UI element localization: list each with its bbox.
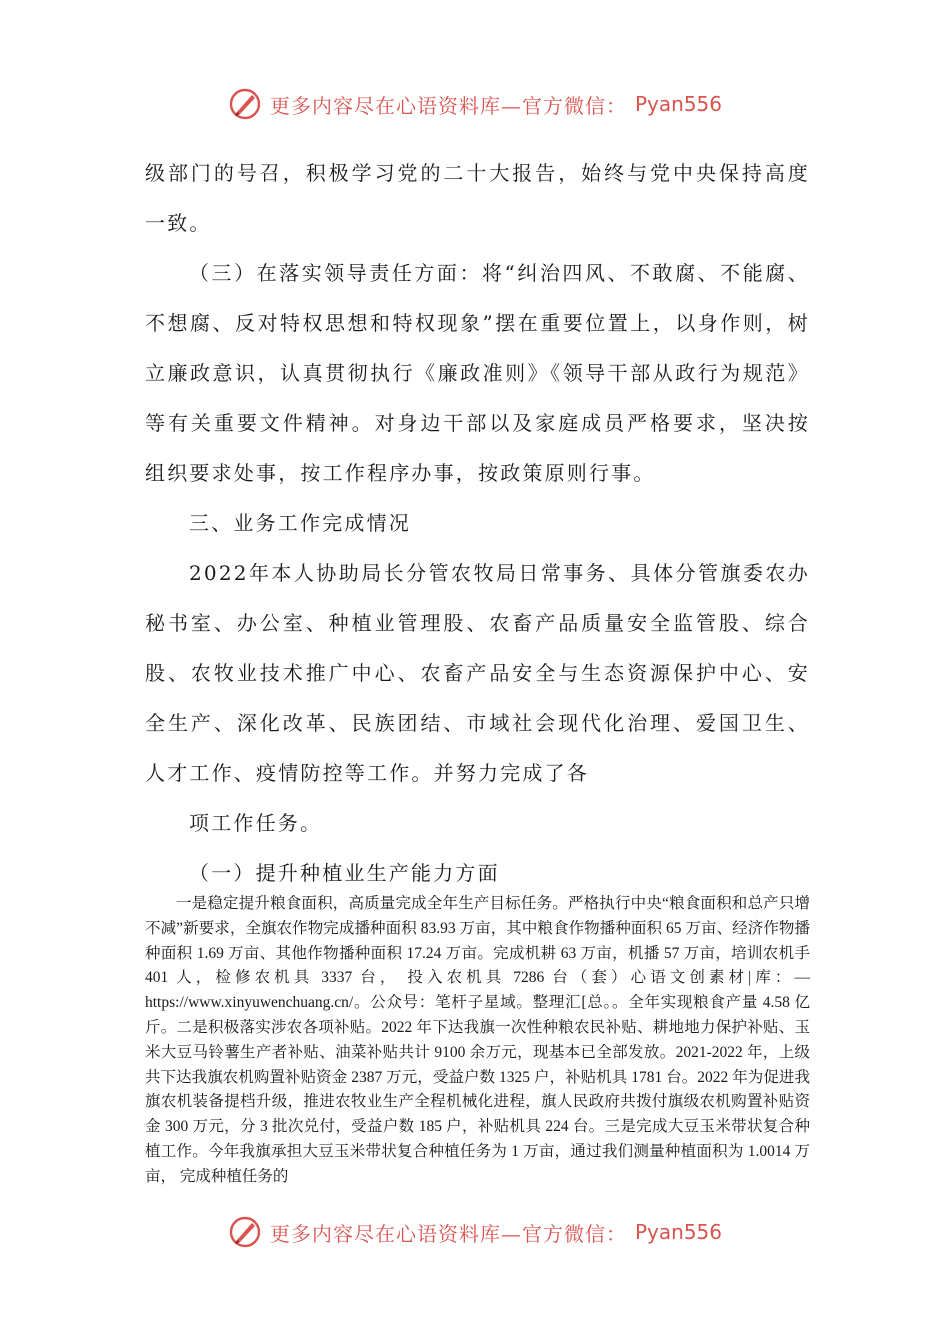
footer-watermark [0, 1212, 950, 1252]
watermark-wechat-id: Pyan556 [634, 92, 722, 116]
paragraph: 2022年本人协助局长分管农牧局日常事务、具体分管旗委农办秘书室、办公室、种植业管理股、农畜产品质量安全监管股、综合股、农牧业技术推广中心、农畜产品安全与生态资源保护中心、安全生产、深化改革、民族团结、市域社会现代化治理、爱国卫生、人才工作、疫情防控等工作。并努力完成了各 [145, 561, 810, 785]
header-watermark [0, 84, 950, 124]
watermark-wechat-id: Pyan556 [634, 1220, 722, 1244]
subsection-heading: （一）提升种植业生产能力方面 [189, 861, 500, 885]
paragraph: 级部门的号召，积极学习党的二十大报告，始终与党中央保持高度一致。 [145, 161, 810, 235]
paragraph: （三）在落实领导责任方面：将“纠治四风、不敢腐、不能腐、不想腐、反对特权思想和特权现象”摆在重要位置上，以身作则，树立廉政意识，认真贯彻执行《廉政准则》《领导干部从政行为规范》等有关重要文件精神。对身边干部以及家庭成员严格要求，坚决按组织要求处事，按工作程序办事，按政策原则行事。 [145, 261, 810, 485]
pen-logo-icon [228, 87, 262, 121]
document-body [145, 148, 810, 898]
paragraph-small: 一是稳定提升粮食面积，高质量完成全年生产目标任务。严格执行中央“粮食面积和总产只增不减”新要求，全旗农作物完成播种面积 83.93 万亩，其中粮食作物播种面积 65 万亩、经济作物播种面积 1.69 万亩、其他作物播种面积 17.24 万亩。完成机耕 63 万亩，机播 57 万亩，培训农机手 401 人，检修农机具 3337 台， 投入农机具 7286 台（套）心语文创素材|库：—https://www.xinyuwenchuang.cn/。公众号：笔杆子星域。整理汇[总。。全年实现粮食产量 4.58 亿斤。二是积极落实涉农各项补贴。2022 年下达我旗一次性种粮农民补贴、耕地地力保护补贴、玉米大豆马铃薯生产者补贴、油菜补贴共计 9100 余万元，现基本已全部发放。2021-2022 年，上级共下达我旗农机购置补贴资金 2387 万元，受益户数 1325 户，补贴机具 1781 台。2022 年为促进我旗农机装备提档升级，推进农牧业生产全程机械化进程，旗人民政府共拨付旗级农机购置补贴资金 300 万元，分 3 批次兑付，受益户数 185 户，补贴机具 224 台。三是完成大豆玉米带状复合种植工作。今年我旗承担大豆玉米带状复合种植任务为 1 万亩，通过我们测量种植面积为 1.0014 万亩， 完成种植任务的 [145, 895, 810, 1185]
pen-logo-icon [228, 1215, 262, 1249]
paragraph: 项工作任务。 [189, 811, 323, 835]
watermark-text: 更多内容尽在心语资料库—官方微信： [269, 1221, 627, 1246]
watermark-text: 更多内容尽在心语资料库—官方微信： [269, 93, 627, 118]
section-heading: 三、业务工作完成情况 [189, 511, 411, 535]
